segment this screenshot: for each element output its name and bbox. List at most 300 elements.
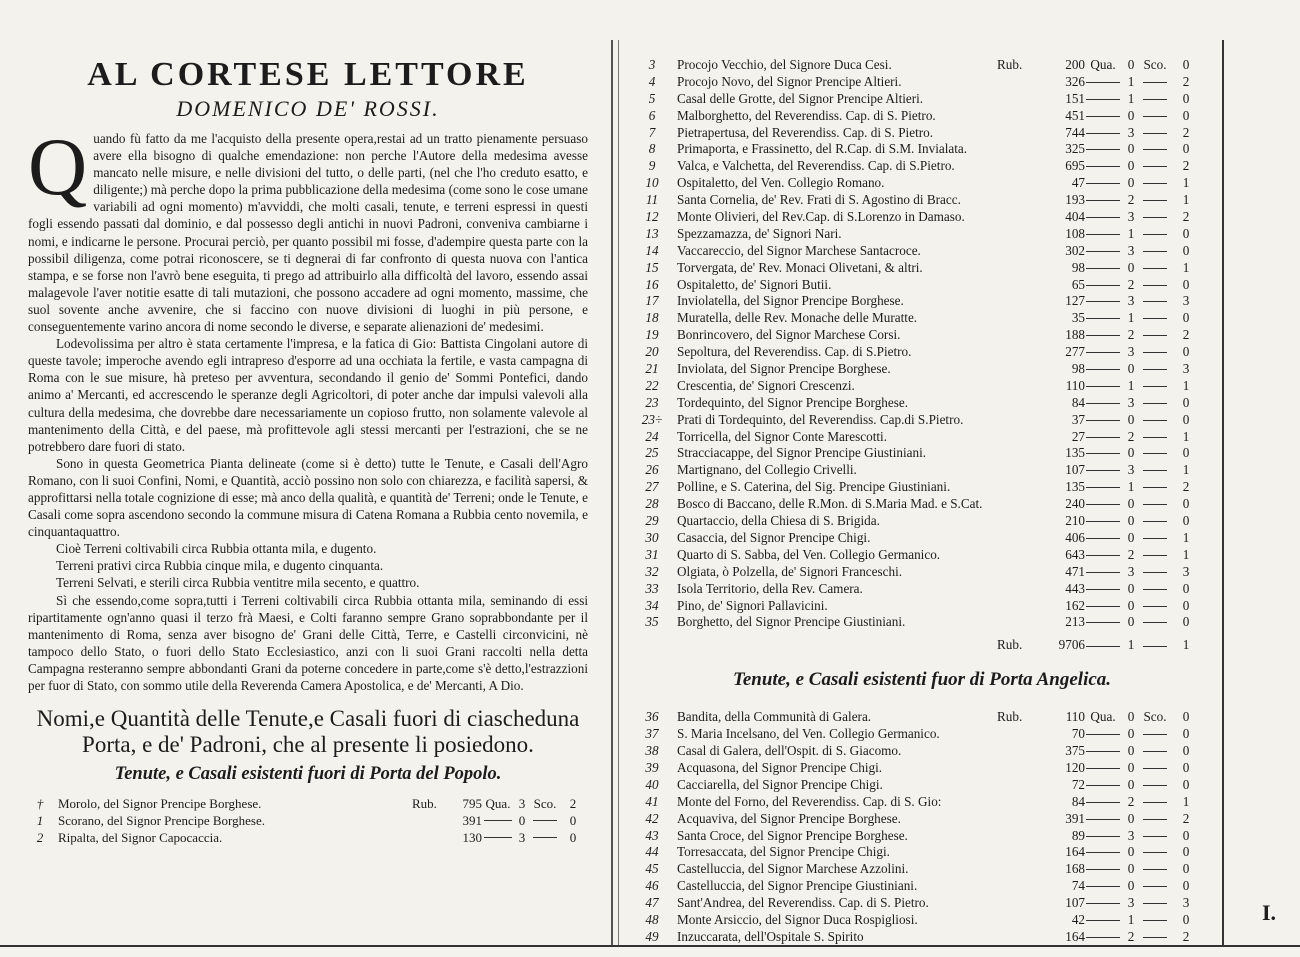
row-quarte: 0 [1127,776,1135,792]
row-rubbia: 443 [1065,580,1085,596]
row-rubbia: 162 [1065,597,1085,613]
row-scorzi: 0 [1182,597,1190,613]
row-number: 13 [645,225,659,241]
table-row [637,74,1207,91]
row-dash-2 [1143,149,1167,150]
table-row [637,777,1207,794]
table-row [28,795,588,812]
row-quarte: 0 [1127,513,1135,529]
row-sco-label: Sco. [1143,57,1167,72]
row-dash-2 [1143,734,1167,735]
row-number: 28 [645,496,659,512]
row-scorzi: 0 [569,829,577,845]
row-dash-2 [1143,521,1167,522]
row-scorzi: 0 [1182,743,1190,759]
row-estate-name: Morolo, del Signor Prencipe Borghese. [58,796,262,812]
row-scorzi: 0 [1182,90,1190,106]
table-row [637,277,1207,294]
row-dash-2 [533,820,557,821]
row-number: 33 [645,580,659,596]
row-quarte: 3 [1127,344,1135,360]
row-dash-1 [1086,268,1120,269]
row-rubbia: 151 [1065,90,1085,106]
row-number: 11 [645,192,659,208]
row-number: 30 [645,529,659,545]
row-estate-name: Vaccareccio, del Signor Marchese Santacroce. [677,242,921,258]
table-row [637,581,1207,598]
row-dash-2 [1143,555,1167,556]
row-estate-name: Inviolata, del Signor Prencipe Borghese. [677,361,891,377]
intro-paragraph-4: Sì che essendo,come sopra,tutti i Terreni coltivabili circa Rubbia ottanta mila, seminando di essi ripartitamente ogn'anno quasi il terzo frà Maesi, e Colti faranno sempre Grano soprabbondante per il mantenimento di Roma, senza aver bisogno de' Grani delle Città, Terre, e Castelli circonvicini, nè tampoco dello Stato, o fuori dello Stato Ecclesiastico, anzi con li suoi Grani raccolti nella detta Campagna resteranno sempre abbondanti Grani da poterne concedere in parte,come s'è detto,l'estrazzioni per fuor di Stato, con sommo utile della Reverenda Camera Apostolica, e de' Mercanti, A Dio. [28,592,588,693]
total-scorzi: 1 [1182,637,1190,653]
table-row [637,243,1207,260]
row-dash-2 [1143,606,1167,607]
row-estate-name: Quarto di S. Sabba, del Ven. Collegio Germanico. [677,546,941,562]
row-quarte: 3 [1127,293,1135,309]
row-rubbia: 164 [1065,844,1085,860]
row-quarte: 3 [1127,242,1135,258]
row-number: 38 [645,743,659,759]
row-scorzi: 0 [1182,242,1190,258]
row-estate-name: Stracciacappe, del Signor Prencipe Giustiniani. [677,445,927,461]
row-scorzi: 0 [1182,878,1190,894]
row-quarte: 3 [1127,462,1135,478]
row-number: 34 [645,597,659,613]
row-rubbia: 84 [1071,793,1085,809]
row-dash-2 [1143,751,1167,752]
row-number: 42 [645,810,659,826]
row-dash-2 [1143,369,1167,370]
row-quarte: 1 [1127,310,1135,326]
drop-cap: Q [28,121,88,212]
row-scorzi: 2 [1182,209,1190,225]
table-row [637,125,1207,142]
row-dash-2 [1143,920,1167,921]
row-rubbia: 193 [1065,192,1085,208]
row-quarte: 2 [1127,928,1135,944]
table-row [637,209,1207,226]
row-number: 26 [645,462,659,478]
row-dash-1 [1086,285,1120,286]
row-dash-2 [1143,589,1167,590]
row-dash-1 [1086,453,1120,454]
row-scorzi: 1 [1182,377,1190,393]
row-rubbia: 107 [1065,895,1085,911]
row-dash-2 [1143,386,1167,387]
row-quarte: 3 [1127,895,1135,911]
row-dash-2 [533,837,557,838]
row-estate-name: Santa Croce, del Signor Prencipe Borghese. [677,827,908,843]
row-rubbia: 42 [1071,911,1085,927]
row-estate-name: Monte Olivieri, del Rev.Cap. di S.Lorenzo in Damaso. [677,209,965,225]
table-row [637,794,1207,811]
row-dash-2 [1143,234,1167,235]
row-scorzi: 0 [1182,759,1190,775]
row-rubbia: 391 [462,812,482,828]
row-number: 7 [648,124,656,140]
row-dash-1 [1086,937,1120,938]
row-dash-1 [1086,538,1120,539]
row-estate-name: Ospitaletto, de' Signori Butii. [677,276,832,292]
row-dash-2 [1143,768,1167,769]
row-rubbia: 277 [1065,344,1085,360]
row-quarte: 0 [1127,57,1135,72]
row-dash-1 [1086,234,1120,235]
row-dash-2 [1143,335,1167,336]
row-quarte: 1 [1127,377,1135,393]
row-quarte: 0 [1127,614,1135,630]
row-estate-name: Procojo Vecchio, del Signore Duca Cesi. [677,57,892,72]
row-dash-1 [1086,785,1120,786]
row-estate-name: Pietrapertusa, del Reverendiss. Cap. di S. Pietro. [677,124,934,140]
row-quarte: 2 [1127,546,1135,562]
row-scorzi: 1 [1182,428,1190,444]
row-quarte: 0 [1127,709,1135,725]
list-heading-line-1: Nomi,e Quantità delle Tenute,e Casali fuori di ciascheduna [36,706,580,732]
row-rubbia: 471 [1065,563,1085,579]
row-dash-1 [1086,734,1120,735]
row-number: 16 [645,276,659,292]
row-rubbia: 744 [1065,124,1085,140]
row-dash-1 [1086,555,1120,556]
row-dash-1 [1086,504,1120,505]
row-dash-2 [1143,437,1167,438]
table-row [637,429,1207,446]
row-dash-2 [1143,453,1167,454]
intro-line-2: Terreni prativi circa Rubbia cinque mila, e dugento cinquanta. [56,558,384,574]
row-estate-name: Olgiata, ò Polzella, de' Signori Franceschi. [677,563,903,579]
row-dash-1 [1086,886,1120,887]
row-estate-name: Quartaccio, della Chiesa di S. Brigida. [677,513,880,529]
row-estate-name: Muratella, delle Rev. Monache delle Muratte. [677,310,918,326]
table-row [637,598,1207,615]
total-dash-2 [1143,646,1167,647]
row-number: 32 [645,563,659,579]
row-dash-1 [1086,836,1120,837]
row-rubbia: 74 [1071,878,1085,894]
total-label: Rub. [997,637,1023,653]
table-row [637,929,1207,946]
row-scorzi: 0 [1182,411,1190,427]
row-scorzi: 2 [1182,810,1190,826]
row-estate-name: Castelluccia, del Signor Prencipe Giustiniani. [677,878,918,894]
row-estate-name: S. Maria Incelsano, del Ven. Collegio Germanico. [677,726,940,742]
popolo-table-left [28,795,588,846]
row-dash-1 [1086,369,1120,370]
table-row [637,760,1207,777]
row-rubbia: 406 [1065,529,1085,545]
table-row [637,547,1207,564]
row-quarte: 3 [518,829,526,845]
row-quarte: 0 [1127,726,1135,742]
row-rubbia: 108 [1065,225,1085,241]
row-estate-name: Inzuccarata, dell'Ospitale S. Spirito [677,928,864,944]
column-divider [611,40,613,945]
intro-paragraph-2: Lodevolissima per altro è stata certamente l'impresa, e la fatica di Gio: Battista Cingolani autore di queste tavole; imperoche avendo egli intrapreso d'esporre ad una occhiata la fertile, e vasta campagna di Roma con le sue misure, hà preteso per avventura, secondando il genio de' Sommi Pontefici, dando animo a' Mercanti, ed accrescendo le speranze degli Agricoltori, di poter anche dar impulsi valevoli alla cultura della medesima, che dovrebbe dare necessariamente un copioso frutto, non solamente valevole al mantenimento della Città, e del paese, mà profittevole agli stessi mercanti per l'estrazioni, che se ne potrebbero dare fuori di stato. [28,336,588,454]
table-row [637,496,1207,513]
row-dash-2 [1143,183,1167,184]
row-number: 36 [645,709,659,725]
table-row [637,158,1207,175]
row-quarte: 0 [1127,259,1135,275]
table-row [637,912,1207,929]
row-dash-1 [1086,852,1120,853]
table-row [637,141,1207,158]
row-qua-label: Qua. [1090,709,1116,725]
row-rubbia: 37 [1071,411,1085,427]
row-quarte: 1 [1127,479,1135,495]
row-scorzi: 0 [1182,844,1190,860]
row-quarte: 0 [1127,743,1135,759]
row-dash-1 [484,820,512,821]
row-estate-name: Pino, de' Signori Pallavicini. [677,597,828,613]
row-scorzi: 0 [1182,861,1190,877]
row-quarte: 0 [1127,580,1135,596]
table-row [637,344,1207,361]
row-estate-name: Ripalta, del Signor Capocaccia. [58,829,223,845]
author-name: DOMENICO DE' ROSSI. [176,96,440,121]
table-row [637,327,1207,344]
table-row [637,412,1207,429]
table-row [637,743,1207,760]
row-rubbia: 404 [1065,209,1085,225]
row-dash-2 [1143,869,1167,870]
row-quarte: 0 [1127,361,1135,377]
row-dash-1 [1086,606,1120,607]
row-scorzi: 0 [1182,827,1190,843]
row-dash-1 [1086,301,1120,302]
row-rubbia: 326 [1065,73,1085,89]
row-dash-1 [1086,386,1120,387]
row-quarte: 1 [1127,73,1135,89]
table-row [637,828,1207,845]
table-row [637,57,1207,74]
popolo-table-right [637,57,1207,631]
row-rubbia: 695 [1065,158,1085,174]
table-row [637,811,1207,828]
table-row [637,226,1207,243]
row-rubbia: 89 [1071,827,1085,843]
row-scorzi: 0 [1182,141,1190,157]
right-margin-rule [1222,40,1224,945]
row-dash-1 [1086,819,1120,820]
row-dash-2 [1143,352,1167,353]
row-number: 45 [645,861,659,877]
row-quarte: 0 [1127,861,1135,877]
row-rubbia: 84 [1071,394,1085,410]
row-scorzi: 0 [1182,276,1190,292]
row-dash-1 [1086,335,1120,336]
row-quarte: 0 [1127,529,1135,545]
row-rub-label: Rub. [997,57,1023,72]
row-quarte: 0 [1127,810,1135,826]
row-rubbia: 98 [1071,259,1085,275]
row-rubbia: 325 [1065,141,1085,157]
row-dash-1 [1086,403,1120,404]
list-heading-line-2: Porta, e de' Padroni, che al presente li posiedono. [82,732,534,758]
row-estate-name: Isola Territorio, della Rev. Camera. [677,580,863,596]
row-quarte: 0 [1127,878,1135,894]
row-quarte: 3 [1127,394,1135,410]
row-estate-name: Casaccia, del Signor Prencipe Chigi. [677,529,871,545]
row-estate-name: Martignano, del Collegio Crivelli. [677,462,857,478]
row-rubbia: 120 [1065,759,1085,775]
row-number: 10 [645,175,659,191]
row-number: 41 [645,793,659,809]
row-scorzi: 1 [1182,175,1190,191]
row-rubbia: 210 [1065,513,1085,529]
row-scorzi: 0 [1182,776,1190,792]
row-scorzi: 0 [1182,394,1190,410]
section-heading-popolo: Tenute, e Casali esistenti fuori di Porta del Popolo. [114,764,502,785]
table-row [28,812,588,829]
row-quarte: 0 [1127,496,1135,512]
row-estate-name: Bosco di Baccano, delle R.Mon. di S.Maria Mad. e S.Cat. [677,496,983,512]
row-number: 12 [645,209,659,225]
row-estate-name: Acquaviva, del Signor Prencipe Borghese. [677,810,901,826]
row-number: 14 [645,242,659,258]
row-dash-2 [1143,852,1167,853]
row-dash-2 [1143,268,1167,269]
left-column [28,58,588,846]
row-dash-2 [1143,504,1167,505]
row-rubbia: 213 [1065,614,1085,630]
row-number: 6 [648,107,656,123]
row-rubbia: 164 [1065,928,1085,944]
row-dash-2 [1143,572,1167,573]
row-dash-1 [1086,200,1120,201]
table-row [637,175,1207,192]
table-row [637,192,1207,209]
row-dash-2 [1143,937,1167,938]
table-row [637,378,1207,395]
row-dash-1 [1086,802,1120,803]
row-dash-2 [1143,622,1167,623]
row-dash-1 [1086,903,1120,904]
row-quarte: 0 [1127,411,1135,427]
row-rubbia: 65 [1071,276,1085,292]
row-quarte: 1 [1127,911,1135,927]
row-scorzi: 0 [1182,911,1190,927]
row-quarte: 0 [1127,759,1135,775]
row-dash-2 [1143,802,1167,803]
row-number: 8 [648,141,656,157]
row-number: 18 [645,310,659,326]
row-dash-1 [1086,768,1120,769]
row-rubbia: 302 [1065,242,1085,258]
row-rubbia: 200 [1065,57,1085,72]
row-estate-name: Monte del Forno, del Reverendiss. Cap. di S. Gio: [677,793,942,809]
row-estate-name: Casal delle Grotte, del Signor Prencipe Altieri. [677,90,924,106]
row-scorzi: 1 [1182,259,1190,275]
row-qua-label: Qua. [1090,57,1116,72]
row-estate-name: Torresaccata, del Signor Prencipe Chigi. [677,844,890,860]
row-scorzi: 2 [569,796,577,812]
row-quarte: 2 [1127,276,1135,292]
row-dash-2 [1143,903,1167,904]
row-number: 23÷ [641,411,663,427]
right-column [637,57,1207,946]
row-number: 3 [648,57,656,72]
row-sco-label: Sco. [533,796,557,812]
row-dash-1 [1086,589,1120,590]
row-scorzi: 0 [569,812,577,828]
row-estate-name: Scorano, del Signor Prencipe Borghese. [58,812,265,828]
row-rubbia: 47 [1071,175,1085,191]
row-number: 2 [36,829,44,845]
row-dash-2 [1143,487,1167,488]
row-number: 27 [645,479,659,495]
column-divider-inner [618,40,619,945]
row-estate-name: Bandita, della Communità di Galera. [677,709,872,725]
row-number: 21 [645,361,659,377]
row-dash-1 [1086,751,1120,752]
row-dash-2 [1143,200,1167,201]
row-estate-name: Bonrincovero, del Signor Marchese Corsi. [677,327,901,343]
table-row [637,861,1207,878]
row-number: 43 [645,827,659,843]
row-dash-1 [1086,251,1120,252]
table-row [637,709,1207,726]
row-number: 39 [645,759,659,775]
row-scorzi: 3 [1182,293,1190,309]
page-number: I. [1262,900,1277,925]
total-rubbia: 9706 [1058,637,1085,653]
list-heading [28,706,588,758]
table-row [637,530,1207,547]
row-scorzi: 0 [1182,344,1190,360]
row-quarte: 1 [1127,225,1135,241]
row-rubbia: 70 [1071,726,1085,742]
row-quarte: 0 [1127,158,1135,174]
row-rubbia: 451 [1065,107,1085,123]
row-rubbia: 240 [1065,496,1085,512]
row-estate-name: Prati di Tordequinto, del Reverendiss. Cap.di S.Pietro. [677,411,964,427]
row-dash-1 [1086,521,1120,522]
row-dash-1 [484,837,512,838]
row-dash-2 [1143,285,1167,286]
popolo-total-row [637,637,1207,659]
row-quarte: 1 [1127,90,1135,106]
row-dash-1 [1086,572,1120,573]
row-dash-1 [1086,437,1120,438]
row-estate-name: Polline, e S. Caterina, del Sig. Prencipe Giustiniani. [677,479,951,495]
row-number: 22 [645,377,659,393]
row-estate-name: Acquasona, del Signor Prencipe Chigi. [677,759,883,775]
row-dash-1 [1086,920,1120,921]
row-scorzi: 2 [1182,124,1190,140]
row-scorzi: 0 [1182,580,1190,596]
row-number: 9 [648,158,656,174]
row-sco-label: Sco. [1143,709,1167,725]
row-dash-2 [1143,301,1167,302]
table-row [637,513,1207,530]
row-scorzi: 3 [1182,361,1190,377]
row-quarte: 2 [1127,192,1135,208]
row-quarte: 3 [1127,563,1135,579]
row-dash-2 [1143,886,1167,887]
row-scorzi: 0 [1182,445,1190,461]
row-scorzi: 1 [1182,529,1190,545]
row-estate-name: Torvergata, de' Rev. Monaci Olivetani, & altri. [677,259,923,275]
row-dash-2 [1143,836,1167,837]
row-rubbia: 795 [462,796,482,812]
row-estate-name: Cacciarella, del Signor Prencipe Chigi. [677,776,883,792]
row-number: † [36,796,44,812]
row-rubbia: 168 [1065,861,1085,877]
row-scorzi: 1 [1182,462,1190,478]
row-estate-name: Procojo Novo, del Signor Prencipe Altieri. [677,73,902,89]
